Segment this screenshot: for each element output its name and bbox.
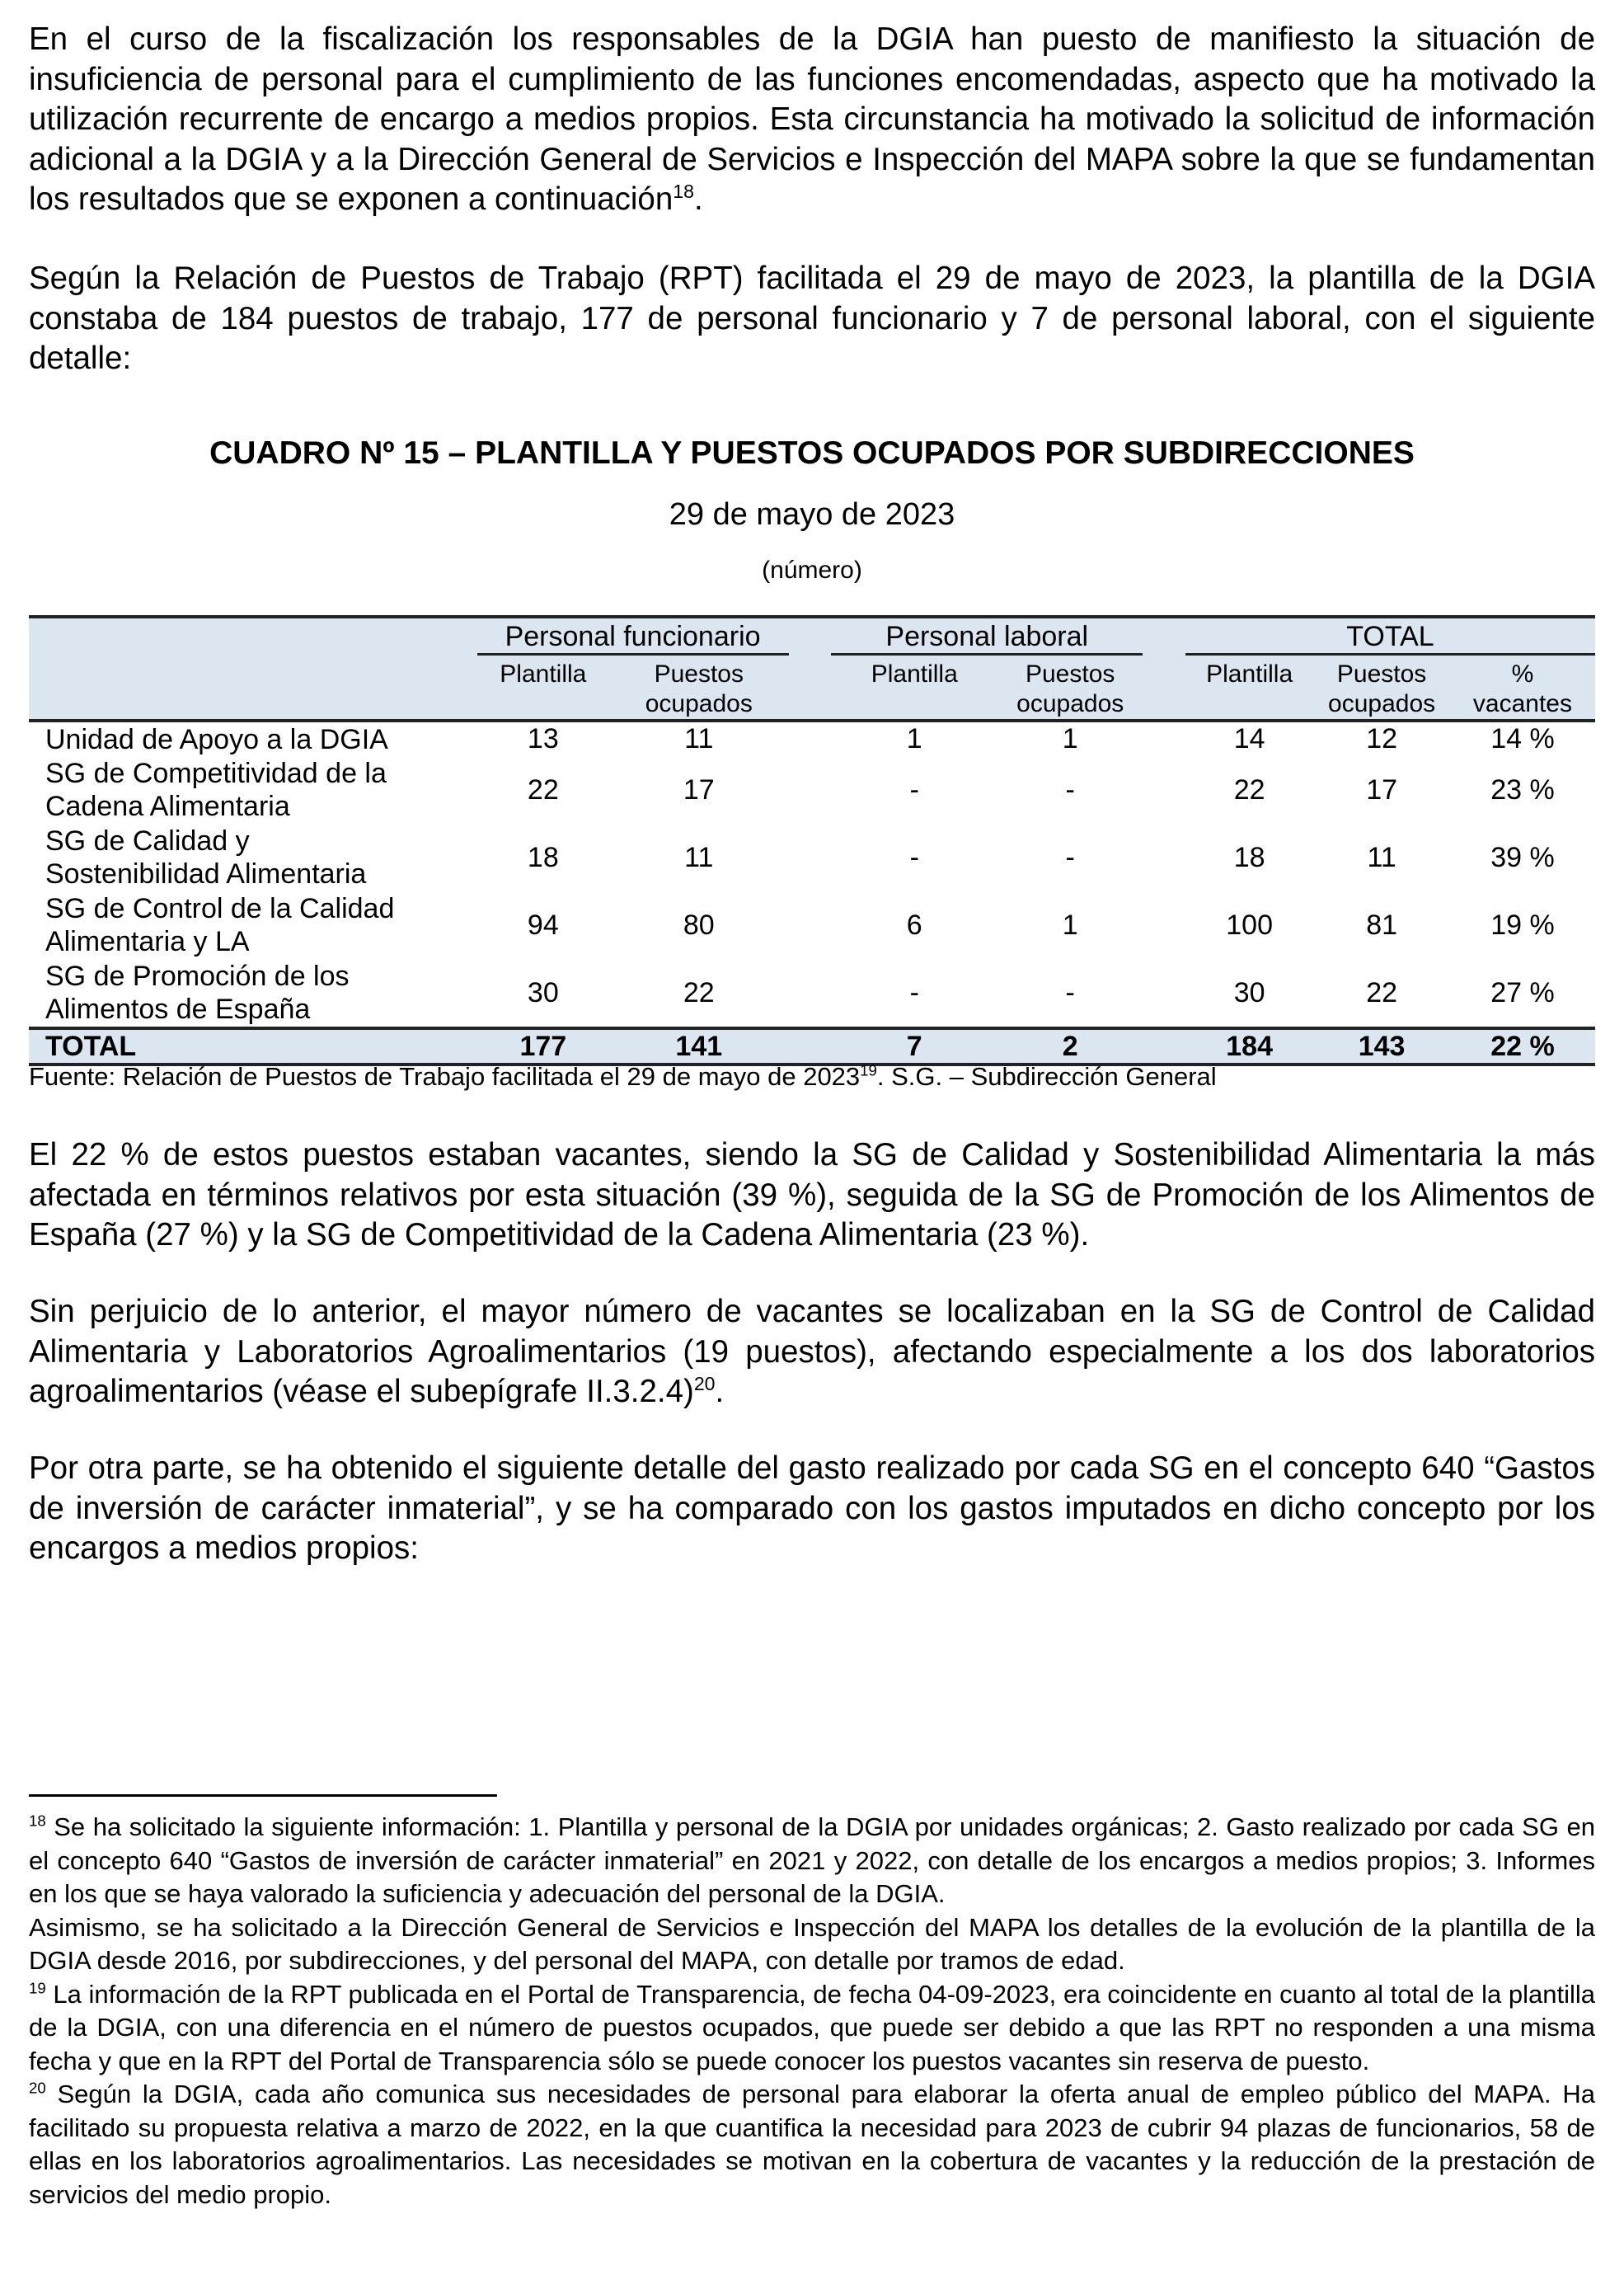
table-row: SG de Control de la Calidad Alimentaria y LA 94 80 6 1 100 81 19 %: [29, 891, 1595, 959]
total-label: TOTAL: [29, 1028, 477, 1065]
row-label: SG de Competitividad de la Cadena Alimentaria: [45, 758, 387, 822]
paragraph-text: En el curso de la fiscalización los responsables de la DGIA han puesto de manifiesto la situación de insuficiencia de personal para el cumplimiento de las funciones encomendadas, aspecto que ha motivado la utilización recurrente de encargo a medios propios. Esta circunstancia ha motivado la solicitud de información adicional a la DGIA y a la Dirección General de Servicios e Inspección del MAPA sobre la que se fundamentan los resultados que se exponen a continuación: [29, 21, 1595, 217]
row-label: SG de Control de la Calidad Alimentaria y LA: [45, 893, 395, 957]
table-source: Fuente: Relación de Puestos de Trabajo facilitada el 29 de mayo de 2023$^{19}$. S.G. – Subdirección General: [29, 1061, 1217, 1091]
paragraph-rpt: [29, 259, 1595, 379]
footnote-ref-19[interactable]: 19: [860, 1061, 877, 1079]
table-group-header: [29, 617, 1595, 658]
row-label: Unidad de Apoyo a la DGIA: [45, 723, 388, 755]
col-header-puestos: Puestos ocupados: [1313, 658, 1450, 721]
table-unit: (número): [762, 557, 862, 584]
footnote-18: $^{18}$ Se ha solicitado la siguiente información: 1. Plantilla y personal de la DGIA por unidades orgánicas; 2. Gasto realizado por cada SG en el concepto 640 “Gastos de inversión de carácter inmaterial” en 2021 y 2022, con detalle de los encargos a medios propios; 3. Informes en los que se haya valorado la suficiencia y adecuación del personal de la DGIA.: [29, 1812, 1595, 1908]
paragraph-text: El 22 % de estos puestos estaban vacantes, siendo la SG de Calidad y Sostenibilidad Alimentaria la más afectada en términos relativos por esta situación (39 %), seguida de la SG de Promoción de los Alimentos de España (27 %) y la SG de Competitividad de la Cadena Alimentaria (23 %).: [29, 1137, 1595, 1253]
paragraph-text: Sin perjuicio de lo anterior, el mayor número de vacantes se localizaban en la SG de Control de Calidad Alimentaria y Laboratorios Agroalimentarios (19 puestos), afectando especialmente a los dos laboratorios agroalimentarios (véase el subepígrafe II.3.2.4): [29, 1294, 1595, 1409]
table-row: SG de Promoción de los Alimentos de España 30 22 - - 30 22 27 %: [29, 959, 1595, 1028]
col-header-pct-vacantes: % vacantes: [1450, 658, 1595, 721]
row-label: SG de Calidad y Sostenibilidad Alimentaria: [45, 825, 367, 890]
table-title: CUADRO Nº 15 – PLANTILLA Y PUESTOS OCUPADOS POR SUBDIRECCIONES: [209, 435, 1415, 471]
footnote-18-continued: Asimismo, se ha solicitado a la Dirección General de Servicios e Inspección del MAPA los detalles de la evolución de la plantilla de la DGIA desde 2016, por subdirecciones, y del personal del MAPA, con detalle por tramos de edad.: [29, 1912, 1595, 1975]
table-subtitle: 29 de mayo de 2023: [669, 497, 955, 532]
col-header-plantilla: Plantilla: [1185, 658, 1313, 721]
footnote-ref-18[interactable]: 18: [673, 181, 694, 203]
footnote-20: $^{20}$ Según la DGIA, cada año comunica sus necesidades de personal para elaborar la oferta anual de empleo público del MAPA. Ha facilitado su propuesta relativa a marzo de 2022, en la que cuantifica la necesidad para 2023 de cubrir 94 plazas de funcionarios, 58 de ellas en los laboratorios agroalimentarios. Las necesidades se motivan en la cobertura de vacantes y la reducción de la prestación de servicios del medio propio.: [29, 2079, 1595, 2209]
col-header-plantilla: Plantilla: [477, 658, 609, 721]
table-total-row: TOTAL 177 141 7 2 184 143 22 %: [29, 1028, 1595, 1065]
footnotes: [29, 1811, 1595, 2211]
paragraph-text: Por otra parte, se ha obtenido el siguiente detalle del gasto realizado por cada SG en el concepto 640 “Gastos de inversión de carácter inmaterial”, y se ha comparado con los gastos imputados en dicho concepto por los encargos a medios propios:: [29, 1450, 1595, 1566]
group-header-total: TOTAL: [1346, 621, 1434, 652]
staffing-table: [29, 615, 1595, 1066]
table-row: SG de Competitividad de la Cadena Alimentaria 22 17 - - 22 17 23 %: [29, 756, 1595, 824]
footnote-19: $^{19}$ La información de la RPT publicada en el Portal de Transparencia, de fecha 04-09-2023, era coincidente en cuanto al total de la plantilla de la DGIA, con una diferencia en el número de puestos ocupados, que puede ser debido a que las RPT no responden a una misma fecha y que en la RPT del Portal de Transparencia sólo se puede conocer los puestos vacantes sin reserva de puesto.: [29, 1979, 1595, 2075]
paragraph-expense: [29, 1449, 1595, 1569]
group-header-funcionario: Personal funcionario: [505, 621, 761, 652]
group-header-laboral: Personal laboral: [885, 621, 1089, 652]
footnote-divider: [29, 1794, 497, 1797]
row-label: SG de Promoción de los Alimentos de España: [45, 961, 350, 1025]
table-row: Unidad de Apoyo a la DGIA 13 11 1 1 14 12 14 %: [29, 721, 1595, 756]
paragraph-labs: Sin perjuicio de lo anterior, el mayor número de vacantes se localizaban en la SG de Control de Calidad Alimentaria y Laboratorios Agroalimentarios (19 puestos), afectando especialmente a los dos laboratorios agroalimentarios (véase el subepígrafe II.3.2.4)$^{20}$.: [29, 1294, 1595, 1409]
table-column-header: [29, 658, 1595, 721]
paragraph-text: Según la Relación de Puestos de Trabajo (RPT) facilitada el 29 de mayo de 2023, la plantilla de la DGIA constaba de 184 puestos de trabajo, 177 de personal funcionario y 7 de personal laboral, con el siguiente detalle:: [29, 261, 1595, 376]
col-header-plantilla: Plantilla: [831, 658, 997, 721]
paragraph-intro: En el curso de la fiscalización los responsables de la DGIA han puesto de manifiesto la situación de insuficiencia de personal para el cumplimiento de las funciones encomendadas, aspecto que ha motivado la utilización recurrente de encargo a medios propios. Esta circunstancia ha motivado la solicitud de información adicional a la DGIA y a la Dirección General de Servicios e Inspección del MAPA sobre la que se fundamentan los resultados que se exponen a continuación$^{18}$.: [29, 21, 1595, 217]
footnote-ref-20[interactable]: 20: [693, 1373, 716, 1395]
paragraph-vacancies: [29, 1135, 1595, 1256]
col-header-puestos: Puestos ocupados: [997, 658, 1143, 721]
col-header-puestos: Puestos ocupados: [609, 658, 788, 721]
table-row: SG de Calidad y Sostenibilidad Alimentaria 18 11 - - 18 11 39 %: [29, 824, 1595, 891]
